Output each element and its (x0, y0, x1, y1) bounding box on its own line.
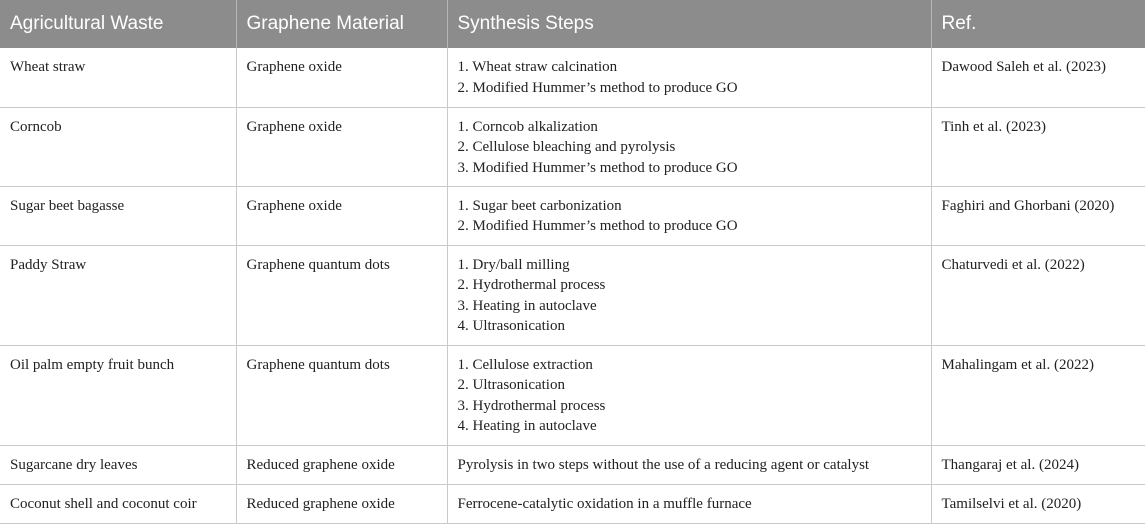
cell-material: Reduced graphene oxide (236, 445, 447, 484)
step-item: 3. Modified Hummer’s method to produce GO (457, 159, 738, 176)
cell-material: Graphene quantum dots (236, 245, 447, 345)
step-item: Ferrocene-catalytic oxidation in a muffle furnace (457, 495, 752, 512)
cell-ref: Chaturvedi et al. (2022) (931, 245, 1145, 345)
cell-steps (447, 484, 931, 523)
step-item: Pyrolysis in two steps without the use of a reducing agent or catalyst (457, 456, 870, 473)
header-ref: Ref. (931, 0, 1145, 48)
step-item: 2. Modified Hummer’s method to produce GO (457, 218, 738, 234)
cell-ref: Dawood Saleh et al. (2023) (931, 48, 1145, 107)
cell-ref: Faghiri and Ghorbani (2020) (931, 186, 1145, 245)
cell-ref: Thangaraj et al. (2024) (931, 445, 1145, 484)
cell-material: Graphene oxide (236, 48, 447, 107)
step-item: 3. Heating in autoclave (457, 297, 597, 314)
table-header (0, 0, 1145, 48)
step-item: 4. Heating in autoclave (457, 418, 597, 434)
cell-material: Reduced graphene oxide (236, 484, 447, 523)
header-agricultural-waste: Agricultural Waste (0, 0, 236, 48)
cell-waste: Wheat straw (0, 48, 236, 107)
cell-steps (447, 245, 931, 345)
cell-waste: Sugar beet bagasse (0, 186, 236, 245)
table-row (0, 107, 1145, 186)
table-body (0, 48, 1145, 523)
cell-waste: Oil palm empty fruit bunch (0, 345, 236, 445)
table-row (0, 186, 1145, 245)
cell-material: Graphene oxide (236, 107, 447, 186)
cell-steps (447, 48, 931, 107)
table-row (0, 484, 1145, 523)
table-row (0, 345, 1145, 445)
cell-waste: Sugarcane dry leaves (0, 445, 236, 484)
step-item: 1. Sugar beet carbonization (457, 197, 622, 214)
cell-steps (447, 445, 931, 484)
step-item: 2. Ultrasonication (457, 377, 565, 393)
table-row (0, 245, 1145, 345)
step-item: 2. Hydrothermal process (457, 277, 606, 293)
cell-steps (447, 345, 931, 445)
step-item: 1. Corncob alkalization (457, 118, 598, 135)
cell-ref: Tinh et al. (2023) (931, 107, 1145, 186)
step-item: 2. Cellulose bleaching and pyrolysis (457, 139, 676, 155)
step-item: 1. Cellulose extraction (457, 356, 593, 373)
cell-waste: Paddy Straw (0, 245, 236, 345)
step-item: 2. Modified Hummer’s method to produce GO (457, 79, 738, 96)
cell-waste: Coconut shell and coconut coir (0, 484, 236, 523)
step-item: 1. Wheat straw calcination (457, 59, 618, 75)
cell-ref: Tamilselvi et al. (2020) (931, 484, 1145, 523)
table-row (0, 48, 1145, 107)
cell-steps (447, 107, 931, 186)
cell-material: Graphene oxide (236, 186, 447, 245)
step-item: 3. Hydrothermal process (457, 397, 606, 414)
cell-ref: Mahalingam et al. (2022) (931, 345, 1145, 445)
step-item: 1. Dry/ball milling (457, 256, 570, 273)
header-row (0, 0, 1145, 48)
table-row (0, 445, 1145, 484)
cell-material: Graphene quantum dots (236, 345, 447, 445)
step-item: 4. Ultrasonication (457, 318, 565, 334)
cell-steps (447, 186, 931, 245)
header-graphene-material: Graphene Material (236, 0, 447, 48)
header-synthesis-steps: Synthesis Steps (447, 0, 931, 48)
cell-waste: Corncob (0, 107, 236, 186)
